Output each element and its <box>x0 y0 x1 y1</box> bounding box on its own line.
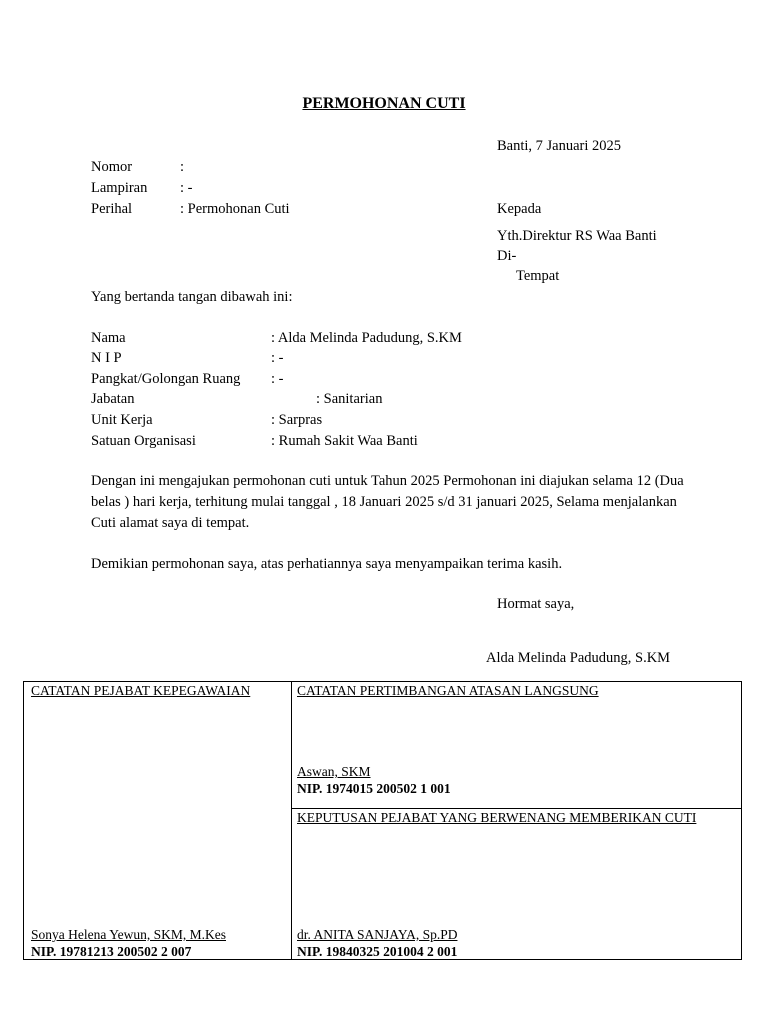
field-value-lampiran: : - <box>180 180 193 196</box>
signer-name: Alda Melinda Padudung, S.KM <box>486 650 671 666</box>
identity-value-nama: : Alda Melinda Padudung, S.KM <box>271 330 462 346</box>
identity-label-nip: N I P <box>91 350 122 366</box>
field-value-nomor: : <box>180 159 185 175</box>
identity-value-pangkat: : - <box>271 371 284 387</box>
field-label-nomor: Nomor <box>91 159 133 175</box>
recipient-place: Tempat <box>516 268 560 284</box>
closing-paragraph: Demikian permohonan saya, atas perhatiannya saya menyampaikan terima kasih. <box>91 556 563 572</box>
identity-value-satuan-organisasi: : Rumah Sakit Waa Banti <box>271 433 418 449</box>
identity-label-jabatan: Jabatan <box>91 391 135 407</box>
left-cell-signer-nip: NIP. 19781213 200502 2 007 <box>31 944 192 959</box>
recipient-to: Kepada <box>497 201 542 217</box>
left-cell-signer-name: Sonya Helena Yewun, SKM, M.Kes <box>31 927 226 942</box>
identity-label-satuan-organisasi: Satuan Organisasi <box>91 433 196 449</box>
recipient-di: Di- <box>497 248 517 264</box>
left-cell-heading: CATATAN PEJABAT KEPEGAWAIAN <box>31 683 251 698</box>
document-title: PERMOHONAN CUTI <box>302 95 466 112</box>
signoff-text: Hormat saya, <box>497 596 575 612</box>
right-bottom-cell-signer-name: dr. ANITA SANJAYA, Sp.PD <box>297 927 458 942</box>
recipient-addressee: Yth.Direktur RS Waa Banti <box>497 228 657 244</box>
field-label-lampiran: Lampiran <box>91 180 148 196</box>
approval-table <box>23 681 742 960</box>
identity-value-jabatan: : Sanitarian <box>316 391 383 407</box>
right-top-cell-heading: CATATAN PERTIMBANGAN ATASAN LANGSUNG <box>297 683 599 698</box>
table-column-divider <box>291 682 292 959</box>
right-bottom-cell-signer-nip: NIP. 19840325 201004 2 001 <box>297 944 458 959</box>
table-row-divider <box>291 808 741 809</box>
body-paragraph: Dengan ini mengajukan permohonan cuti untuk Tahun 2025 Permohonan ini diajukan selama 12 (Dua belas ) hari kerja, terhitung mulai tanggal , 18 Januari 2025 s/d 31 januari 2025, Selama menjalankan Cuti alamat saya di tempat. <box>91 473 684 531</box>
right-top-cell-signer-name: Aswan, SKM <box>297 764 371 779</box>
field-label-perihal: Perihal <box>91 201 133 217</box>
right-bottom-cell-heading: KEPUTUSAN PEJABAT YANG BERWENANG MEMBERIKAN CUTI <box>297 810 697 825</box>
identity-value-unit-kerja: : Sarpras <box>271 412 323 428</box>
place-date: Banti, 7 Januari 2025 <box>497 138 622 154</box>
right-top-cell-signer-nip: NIP. 1974015 200502 1 001 <box>297 781 451 796</box>
identity-label-nama: Nama <box>91 330 126 346</box>
identity-label-pangkat: Pangkat/Golongan Ruang <box>91 371 241 387</box>
identity-value-nip: : - <box>271 350 284 366</box>
field-value-perihal: : Permohonan Cuti <box>180 201 290 217</box>
identity-label-unit-kerja: Unit Kerja <box>91 412 153 428</box>
intro-text: Yang bertanda tangan dibawah ini: <box>91 289 293 305</box>
